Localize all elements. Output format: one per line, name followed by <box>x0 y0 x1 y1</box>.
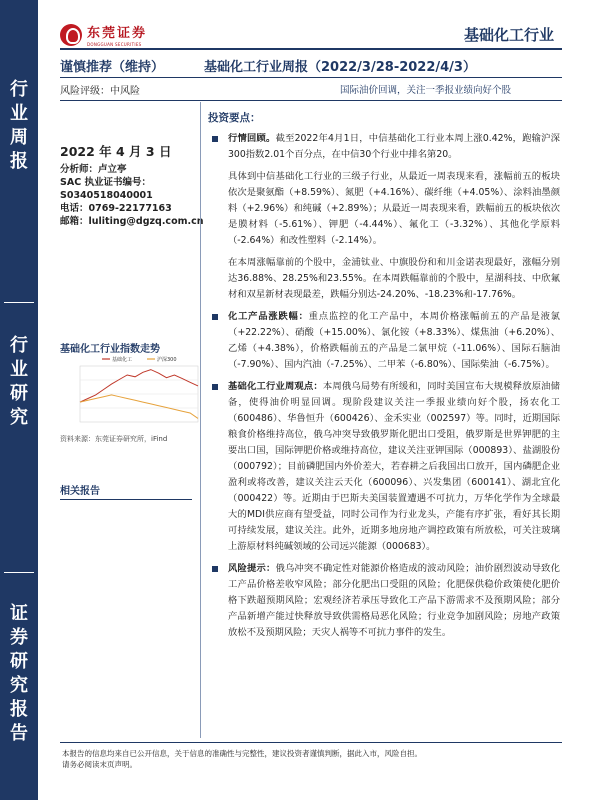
point-lead: 基础化工行业周观点： <box>228 381 323 392</box>
sidebar-label-research <box>0 334 38 430</box>
sidebar-char: 报 <box>10 699 28 720</box>
report-subtitle: 国际油价回调，关注一季报业绩向好个股 <box>340 85 512 96</box>
sidebar <box>0 0 38 800</box>
footer <box>62 748 562 770</box>
chart-title: 基础化工行业指数走势 <box>60 344 160 355</box>
analyst-info <box>60 163 204 228</box>
point-lead: 化工产品涨跌幅： <box>228 311 309 322</box>
analyst-phone: 电话：0769-22177163 <box>60 203 172 214</box>
bullet-icon <box>212 136 218 142</box>
footer-disclaimer: 本报告的信息均来自已公开信息，关于信息的准确性与完整性，建议投资者谨慎判断，据此入市，风险自担。 <box>62 749 422 758</box>
sidebar-char: 业 <box>10 359 28 380</box>
sidebar-char: 券 <box>10 627 28 648</box>
report-title: 基础化工行业周报（2022/3/28-2022/4/3） <box>204 60 476 75</box>
sidebar-char: 业 <box>10 103 28 124</box>
industry-label: 基础化工行业 <box>463 26 554 44</box>
point-body: 截至2022年4月1日，中信基础化工行业本周上涨0.42%，跑输沪深300指数2.01个百分点，在中信30个行业中排名第20。 <box>228 133 560 160</box>
sidebar-char: 证 <box>10 603 28 624</box>
title-divider <box>60 77 562 78</box>
risk-rating: 风险评级：中风险 <box>60 86 140 97</box>
analyst-cert: S0340518040001 <box>60 190 153 201</box>
point-body: 俄乌冲突不确定性对能源价格造成的波动风险；油价剧烈波动导致化工产品价格差收窄风险；部分化肥出口受阻的风险；化肥保供稳价政策使化肥价格下跌超预期风险；宏观经济若承压导致化工产品下游需求不及预期风险；部分产品新增产能过快释放导致供需格局恶化风险；行业竞争加剧风险；房地产政策放松不及预期风险；天灾人祸等不可抗力事件的发生。 <box>228 563 560 638</box>
index-chart <box>62 352 202 432</box>
subtitle-divider <box>60 100 562 101</box>
sidebar-char: 周 <box>10 127 28 148</box>
sidebar-char: 行 <box>10 79 28 100</box>
sidebar-char: 报 <box>10 151 28 172</box>
analyst-name: 分析师：卢立亭 <box>60 164 127 175</box>
point-lead: 风险提示： <box>228 563 276 574</box>
point-market-review <box>208 131 560 163</box>
chart-series-1 <box>80 395 198 419</box>
point-body: 重点监控的化工产品中，本周价格涨幅前五的产品是液氯（+22.22%）、硝酸（+15.00%）、氯化铵（+8.33%）、煤焦油（+6.20%）、乙烯（+4.38%），价格跌幅前五的产品是二氯甲烷（-11.06%）、国际石脑油（-7.90%）、国内汽油（-7.25%）、二甲苯（-6.80%）、国际柴油（-6.75%）。 <box>228 311 560 370</box>
sidebar-label-report <box>0 602 38 746</box>
bullet-icon <box>212 384 218 390</box>
point-product-prices <box>208 309 560 373</box>
chart-svg <box>62 352 202 432</box>
legend-label: 沪深300 <box>157 357 177 363</box>
analyst-sac: SAC 执业证书编号： <box>60 177 151 188</box>
key-points <box>208 131 560 647</box>
sidebar-char: 研 <box>10 651 28 672</box>
sidebar-char: 研 <box>10 383 28 404</box>
logo-text: 东莞证券 <box>87 26 148 41</box>
sidebar-divider <box>4 302 34 303</box>
sidebar-char: 告 <box>10 723 28 744</box>
point-risk <box>208 561 560 641</box>
logo-icon <box>60 24 82 46</box>
company-logo <box>60 22 147 47</box>
header-divider <box>60 48 562 50</box>
chart-series-0 <box>80 370 198 403</box>
sidebar-char: 行 <box>10 335 28 356</box>
footer-divider <box>60 742 562 743</box>
footer-note: 请务必阅读末页声明。 <box>62 760 137 769</box>
chart-source: 资料来源：东莞证券研究所，iFind <box>60 435 168 443</box>
rating: 谨慎推荐（维持） <box>60 60 165 75</box>
key-points-title: 投资要点： <box>208 112 261 124</box>
related-reports-title: 相关报告 <box>60 482 192 500</box>
point-weekly-view <box>208 379 560 555</box>
column-divider <box>200 102 201 738</box>
sidebar-char: 究 <box>10 407 28 428</box>
point-lead: 行情回顾。 <box>228 133 276 144</box>
bullet-icon <box>212 314 218 320</box>
logo-subtext: DONGGUAN SECURITIES <box>87 42 142 47</box>
analyst-email[interactable]: 邮箱：luliting@dgzq.com.cn <box>60 216 204 227</box>
sidebar-char: 究 <box>10 675 28 696</box>
sidebar-divider <box>4 572 34 573</box>
sidebar-label-weekly <box>0 78 38 174</box>
point-subindustry: 具体到中信基础化工行业的三级子行业，从最近一周表现来看，涨幅前五的板块依次是聚氨酯（+8.59%）、氮肥（+4.16%）、碳纤维（+4.05%）、涂料油墨颜料（+2.96%）和纯碱（+2.89%）；从最近一周表现来看，跌幅前五的板块依次是膜材料（-5.61%）、钾肥（-4.44%）、氟化工（-3.32%）、其他化学原料（-2.64%）和改性塑料（-2.14%）。 <box>228 171 560 246</box>
legend-label: 基础化工 <box>112 357 133 363</box>
point-stocks: 在本周涨幅靠前的个股中，金浦钛业、中旗股份和和川金诺表现最好，涨幅分别达36.88%、28.25%和23.55%。在本周跌幅靠前的个股中，星湖科技、中欣氟材和双星新材表现最差，跌幅分别达-24.20%、-18.23%和-17.76%。 <box>228 257 560 300</box>
report-date: 2022 年 4 月 3 日 <box>60 144 172 159</box>
point-body: 本周俄乌局势有所缓和，同时美国宣布大规模释放原油储备，使得油价明显回调。现阶段建议关注一季报业绩向好个股，扬农化工（600486）、华鲁恒升（600426）、金禾实业（002597）等。同时，近期国际粮食价格维持高位，俄乌冲突导致俄罗斯化肥出口受阻，俄罗斯是世界钾肥的主要出口国，国际钾肥价格或维持高位，建议关注亚钾国际（000893）、盐湖股份（000792）；目前磷肥国内外价差大，若春耕之后我国出口放开，国内磷肥企业盈利或将改善，建议关注云天化（600096）、兴发集团（600141）、湖北宜化（000422）等。近期由于巴斯夫美国装置遭遇不可抗力，万华化学作为全球最大的MDI供应商有望受益，同时公司作为行业龙头，产能有序扩张，看好其长期可持续发展，建议关注。此外，近期多地房地产调控政策有所放松，可关注玻璃上游原材料纯碱领域的公司远兴能源（000683）。 <box>228 381 560 552</box>
bullet-icon <box>212 566 218 572</box>
